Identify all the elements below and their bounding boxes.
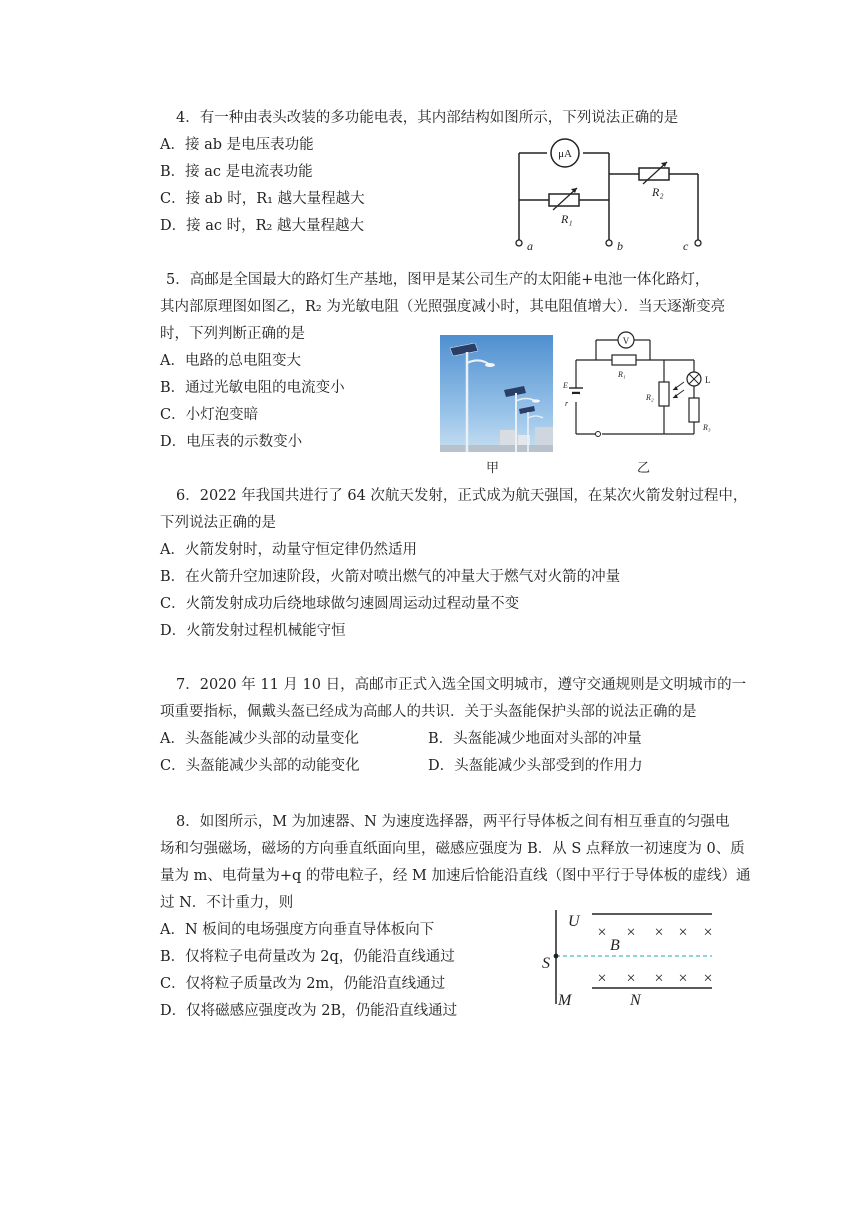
q5-stem-line3: 时，下列判断正确的是 xyxy=(160,326,305,342)
q8-option-a: A．N 板间的电场强度方向垂直导体板向下 xyxy=(160,922,435,938)
q8-option-c: C．仅将粒子质量改为 2m，仍能沿直线通过 xyxy=(160,976,446,992)
q6-option-c: C．火箭发射成功后绕地球做匀速圆周运动过程动量不变 xyxy=(160,596,520,612)
svg-text:R₂: R₂ xyxy=(652,185,664,199)
resistor-r3 xyxy=(689,398,699,422)
q6-stem-line2: 下列说法正确的是 xyxy=(160,515,276,531)
q5-stem-line1: 5．高邮是全国最大的路灯生产基地，图甲是某公司生产的太阳能+电池一体化路灯， xyxy=(166,272,710,288)
q7-option-a: A．头盔能减少头部的动量变化 xyxy=(160,731,359,747)
svg-text:R₁: R₁ xyxy=(561,212,573,226)
q4-circuit-figure xyxy=(505,138,715,258)
q5-circuit-figure xyxy=(563,330,726,440)
svg-text:N: N xyxy=(630,992,641,1009)
svg-text:×: × xyxy=(654,924,664,941)
svg-text:×: × xyxy=(678,970,688,987)
svg-text:R₁: R₁ xyxy=(618,370,626,379)
svg-text:E: E xyxy=(563,381,568,390)
caption-yi: 乙 xyxy=(637,461,651,476)
q8-stem-line1: 8．如图所示，M 为加速器、N 为速度选择器，两平行导体板之间有相互垂直的匀强电 xyxy=(176,814,730,830)
terminal-a xyxy=(516,240,522,246)
caption-jia: 甲 xyxy=(486,461,500,476)
q4-option-d: D．接 ac 时，R₂ 越大量程越大 xyxy=(160,218,364,234)
svg-text:×: × xyxy=(678,924,688,941)
q7-stem-line1: 7．2020 年 11 月 10 日，高邮市正式入选全国文明城市，遵守交通规则是文明城市的一 xyxy=(176,677,747,693)
svg-text:×: × xyxy=(703,970,713,987)
svg-text:×: × xyxy=(626,924,636,941)
svg-text:R₃: R₃ xyxy=(703,423,711,432)
q5-stem-line2: 其内部原理图如图乙，R₂ 为光敏电阻（光照强度减小时，其电阻值增大）．当天逐渐变亮 xyxy=(160,299,726,315)
q5-option-a: A．电路的总电阻变大 xyxy=(160,353,301,369)
svg-text:L: L xyxy=(705,375,711,385)
q5-option-b: B．通过光敏电阻的电流变小 xyxy=(160,380,345,396)
q8-stem-line3: 量为 m、电荷量为+q 的带电粒子，经 M 加速后恰能沿直线（图中平行于导体板的虚线）通 xyxy=(160,868,751,884)
svg-text:M: M xyxy=(558,992,572,1009)
resistor-r1-q5 xyxy=(612,355,636,365)
terminal-b xyxy=(606,240,612,246)
svg-text:S: S xyxy=(542,955,550,972)
q6-option-a: A．火箭发射时，动量守恒定律仍然适用 xyxy=(160,542,417,558)
svg-text:μA: μA xyxy=(558,148,572,160)
q4-option-a: A．接 ab 是电压表功能 xyxy=(160,137,314,153)
svg-text:U: U xyxy=(568,913,580,930)
q7-stem-line2: 项重要指标，佩戴头盔已经成为高邮人的共识．关于头盔能保护头部的说法正确的是 xyxy=(160,704,697,720)
svg-text:×: × xyxy=(597,970,607,987)
q8-option-d: D．仅将磁感应强度改为 2B，仍能沿直线通过 xyxy=(160,1003,458,1019)
svg-text:×: × xyxy=(654,970,664,987)
q8-option-b: B．仅将粒子电荷量改为 2q，仍能沿直线通过 xyxy=(160,949,455,965)
svg-text:×: × xyxy=(626,970,636,987)
q4-option-b: B．接 ac 是电流表功能 xyxy=(160,164,313,180)
svg-text:R₂: R₂ xyxy=(646,393,654,402)
svg-text:×: × xyxy=(597,924,607,941)
q5-option-c: C．小灯泡变暗 xyxy=(160,407,259,423)
q8-selector-figure xyxy=(532,904,722,1010)
svg-text:×: × xyxy=(703,924,713,941)
svg-text:b: b xyxy=(617,239,623,253)
svg-text:c: c xyxy=(683,239,689,253)
q7-option-c: C．头盔能减少头部的动能变化 xyxy=(160,758,360,774)
q6-option-d: D．火箭发射过程机械能守恒 xyxy=(160,623,346,639)
q6-option-b: B．在火箭升空加速阶段，火箭对喷出燃气的冲量大于燃气对火箭的冲量 xyxy=(160,569,621,585)
q7-option-b: B．头盔能减少地面对头部的冲量 xyxy=(428,731,642,747)
svg-text:a: a xyxy=(527,239,533,253)
q8-stem-line4: 过 N．不计重力，则 xyxy=(160,895,294,911)
q8-stem-line2: 场和匀强磁场，磁场的方向垂直纸面向里，磁感应强度为 B．从 S 点释放一初速度为 0、质 xyxy=(160,841,745,857)
svg-text:r: r xyxy=(565,399,569,408)
svg-text:V: V xyxy=(622,336,630,346)
q5-option-d: D．电压表的示数变小 xyxy=(160,434,303,450)
street-lamp-photo xyxy=(440,335,553,452)
q4-option-c: C．接 ab 时，R₁ 越大量程越大 xyxy=(160,191,365,207)
q6-stem-line1: 6．2022 年我国共进行了 64 次航天发射，正式成为航天强国，在某次火箭发射过程中， xyxy=(176,488,748,504)
photoresistor-r2 xyxy=(659,382,669,406)
q7-option-d: D．头盔能减少头部受到的作用力 xyxy=(428,758,643,774)
terminal-c xyxy=(695,240,701,246)
q4-stem: 4．有一种由表头改装的多功能电表，其内部结构如图所示，下列说法正确的是 xyxy=(176,110,679,126)
svg-text:B: B xyxy=(610,937,620,954)
